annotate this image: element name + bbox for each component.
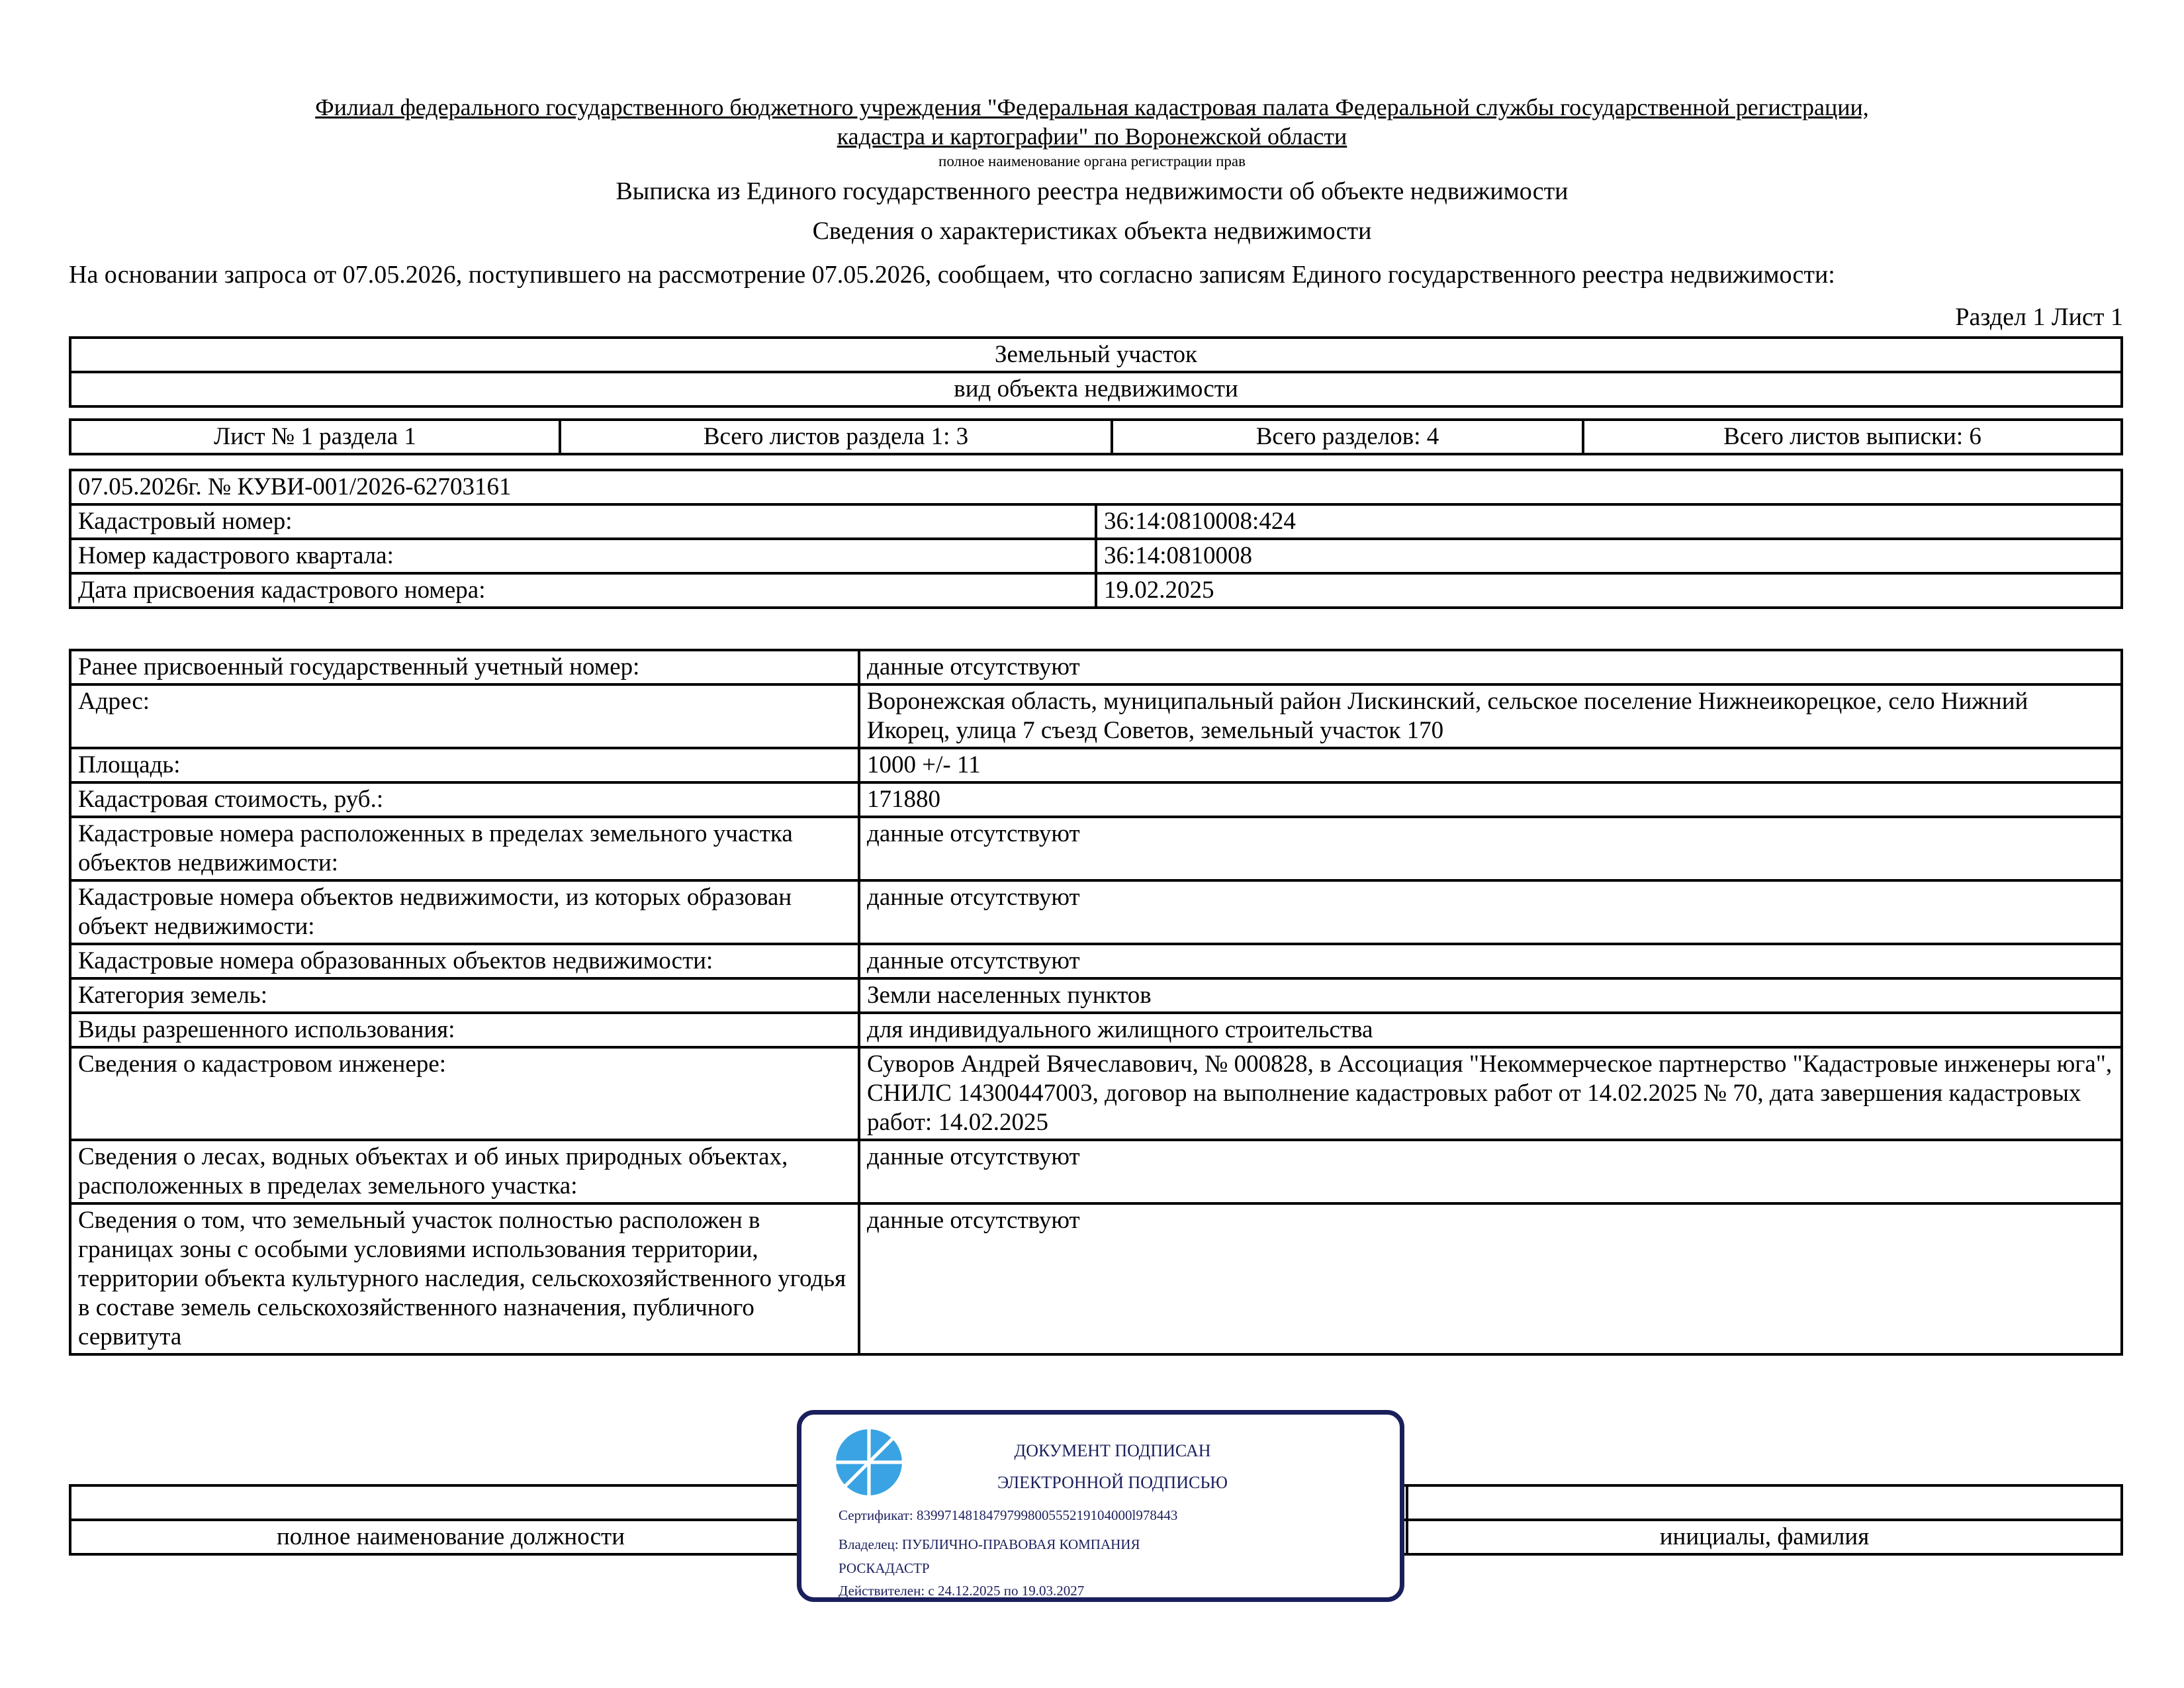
org-name-line2: кадастра и картографии" по Воронежской области — [837, 123, 1347, 150]
stamp-owner-name: РОСКАДАСТР — [839, 1560, 930, 1576]
sheets-table — [69, 418, 2123, 455]
table-row — [70, 880, 2122, 944]
details-table — [69, 649, 2123, 1356]
table-row — [70, 978, 2122, 1013]
object-type: Земельный участок — [70, 338, 2122, 372]
object-type-caption: вид объекта недвижимости — [70, 372, 2122, 406]
row-value: данные отсутствуют — [859, 1140, 2122, 1203]
table-row — [70, 1203, 2122, 1354]
row-value: данные отсутствуют — [859, 1203, 2122, 1354]
position-caption: полное наименование должности — [70, 1520, 1407, 1554]
document-title: Выписка из Единого государственного реестра недвижимости об объекте недвижимости — [615, 177, 1569, 205]
row-label: Кадастровые номера объектов недвижимости, из которых образован объект недвижимости: — [70, 880, 859, 944]
org-name-line1: Филиал федерального государственного бюджетного учреждения "Федеральная кадастровая палата Федеральной службы государственной регистрации, — [315, 94, 1869, 120]
extract-sheets-total: Всего листов выписки: 6 — [1583, 420, 2122, 454]
table-row — [70, 650, 2122, 684]
row-label: Сведения о том, что земельный участок полностью расположен в границах зоны с особыми условиями использования территории, территории объекта культурного наследия, сельскохозяйственного угодья в составе земель сельскохозяйственного назначения, публичного сервитута — [70, 1203, 859, 1354]
row-label: Ранее присвоенный государственный учетный номер: — [70, 650, 859, 684]
row-label: Кадастровые номера расположенных в пределах земельного участка объектов недвижимости: — [70, 817, 859, 880]
name-field — [1407, 1485, 2122, 1520]
org-caption: полное наименование органа регистрации прав — [938, 153, 1246, 169]
row-value: данные отсутствуют — [859, 817, 2122, 880]
roskadastr-logo-icon — [835, 1428, 903, 1497]
document-number: 07.05.2026г. № КУВИ-001/2026-62703161 — [70, 470, 2122, 504]
table-row — [70, 539, 2122, 573]
table-row — [70, 573, 2122, 608]
row-value: данные отсутствуют — [859, 650, 2122, 684]
stamp-owner: Владелец: ПУБЛИЧНО-ПРАВОВАЯ КОМПАНИЯ — [839, 1536, 1140, 1552]
row-label: Дата присвоения кадастрового номера: — [70, 573, 1096, 608]
row-value: данные отсутствуют — [859, 880, 2122, 944]
intro-text: На основании запроса от 07.05.2026, поступившего на рассмотрение 07.05.2026, сообщаем, что согласно записям Единого государственного реестра недвижимости: — [69, 261, 1835, 289]
row-value: данные отсутствуют — [859, 944, 2122, 978]
row-label: Площадь: — [70, 748, 859, 782]
table-row — [70, 944, 2122, 978]
e-signature-stamp — [797, 1410, 1404, 1602]
table-row — [70, 504, 2122, 539]
table-row — [70, 1140, 2122, 1203]
sheet-number: Лист № 1 раздела 1 — [70, 420, 560, 454]
assignment-date: 19.02.2025 — [1096, 573, 2122, 608]
cadastral-quarter: 36:14:0810008 — [1096, 539, 2122, 573]
area-value: 1000 +/- 11 — [859, 748, 2122, 782]
cadastral-cost-value: 171880 — [859, 782, 2122, 817]
table-row — [70, 782, 2122, 817]
section-sheets-total: Всего листов раздела 1: 3 — [560, 420, 1112, 454]
object-type-table — [69, 336, 2123, 408]
row-label: Кадастровые номера образованных объектов недвижимости: — [70, 944, 859, 978]
name-caption: инициалы, фамилия — [1407, 1520, 2122, 1554]
stamp-certificate: Сертификат: 8399714818479799800555219104000l978443 — [839, 1507, 1178, 1523]
identification-table — [69, 469, 2123, 609]
table-row — [70, 684, 2122, 748]
row-label: Номер кадастрового квартала: — [70, 539, 1096, 573]
table-row — [70, 1047, 2122, 1140]
row-label: Сведения о кадастровом инженере: — [70, 1047, 859, 1140]
stamp-validity: Действителен: с 24.12.2025 по 19.03.2027 — [839, 1583, 1085, 1599]
permitted-use-value: для индивидуального жилищного строительства — [859, 1013, 2122, 1047]
table-row — [70, 1013, 2122, 1047]
cadastral-engineer-value: Суворов Андрей Вячеславович, № 000828, в Ассоциация "Некоммерческое партнерство "Кадастровые инженеры юга", СНИЛС 14300447003, договор на выполнение кадастровых работ от 14.02.2025 № 70, дата завершения кадастровых работ: 14.02.2025 — [859, 1047, 2122, 1140]
section-sheet-label: Раздел 1 Лист 1 — [1955, 303, 2123, 331]
row-label: Кадастровый номер: — [70, 504, 1096, 539]
sections-total: Всего разделов: 4 — [1112, 420, 1583, 454]
row-label: Сведения о лесах, водных объектах и об иных природных объектах, расположенных в пределах земельного участка: — [70, 1140, 859, 1203]
row-label: Адрес: — [70, 684, 859, 748]
stamp-line2: ЭЛЕКТРОННОЙ ПОДПИСЬЮ — [997, 1473, 1228, 1492]
row-label: Категория земель: — [70, 978, 859, 1013]
row-label: Кадастровая стоимость, руб.: — [70, 782, 859, 817]
stamp-line1: ДОКУМЕНТ ПОДПИСАН — [1014, 1441, 1211, 1460]
document-subtitle: Сведения о характеристиках объекта недвижимости — [812, 217, 1372, 245]
table-row — [70, 748, 2122, 782]
row-label: Виды разрешенного использования: — [70, 1013, 859, 1047]
address-value: Воронежская область, муниципальный район Лискинский, сельское поселение Нижнеикорецкое, село Нижний Икорец, улица 7 съезд Советов, земельный участок 170 — [859, 684, 2122, 748]
land-category-value: Земли населенных пунктов — [859, 978, 2122, 1013]
table-row — [70, 817, 2122, 880]
cadastral-number: 36:14:0810008:424 — [1096, 504, 2122, 539]
